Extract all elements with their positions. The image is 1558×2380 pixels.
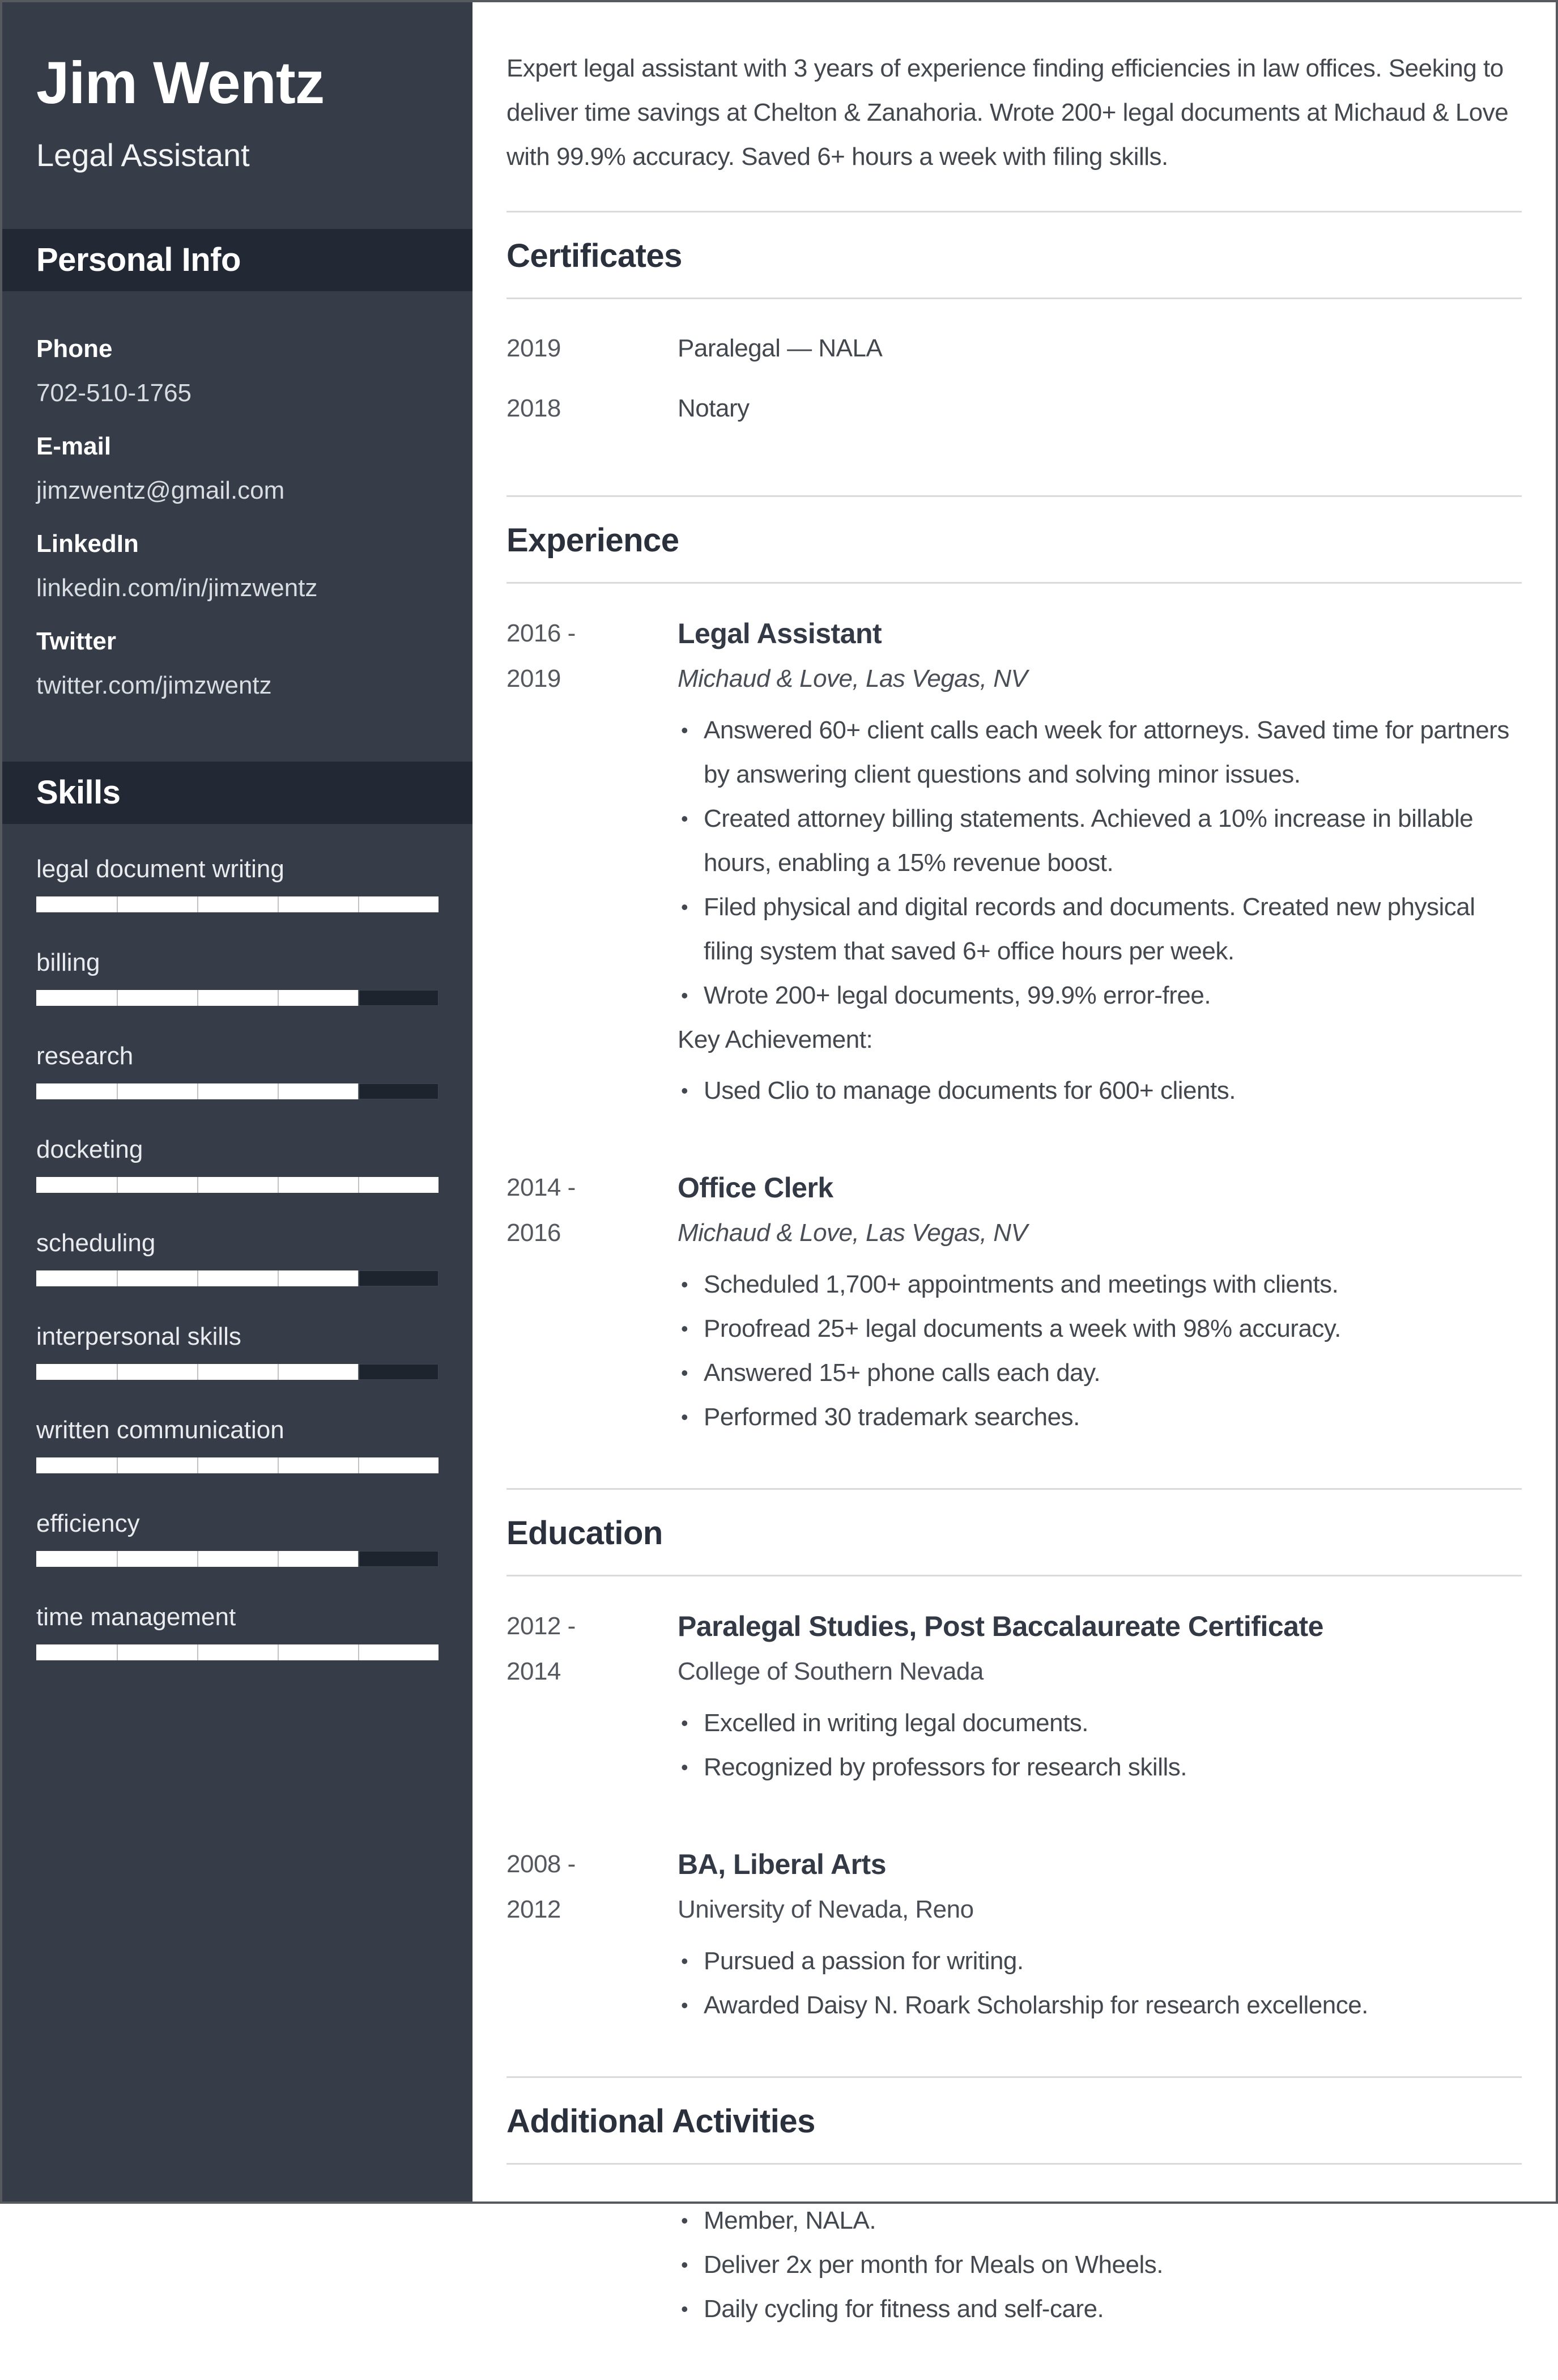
contact-label: Twitter bbox=[36, 627, 116, 655]
certificate-date: 2019 bbox=[506, 334, 561, 362]
contact-item-email bbox=[36, 432, 439, 505]
contact-item-linkedin bbox=[36, 529, 439, 603]
skill-bar-separator bbox=[197, 1644, 198, 1660]
education-dates bbox=[506, 1604, 678, 1790]
experience-entry bbox=[506, 1165, 1522, 1439]
experience-entry bbox=[506, 611, 1522, 1113]
skill-item bbox=[36, 1322, 439, 1380]
job-bullet: • Created attorney billing statements. Achieved a 10% increase in billable hours, enabling a 15% revenue boost. bbox=[678, 797, 1522, 885]
skill-bar-separator bbox=[278, 1364, 279, 1380]
skill-label: legal document writing bbox=[36, 855, 284, 883]
identity-block bbox=[2, 2, 472, 229]
skill-bar-fill bbox=[36, 1177, 439, 1193]
school-name: College of Southern Nevada bbox=[678, 1658, 984, 1685]
certificate-row bbox=[506, 386, 1522, 431]
activity-bullet: • Daily cycling for fitness and self-care. bbox=[678, 2287, 1522, 2331]
job-company: Michaud & Love, Las Vegas, NV bbox=[678, 665, 1028, 692]
job-bullet: • Performed 30 trademark searches. bbox=[678, 1395, 1522, 1439]
education-bullet: • Excelled in writing legal documents. bbox=[678, 1701, 1522, 1745]
contact-item-phone bbox=[36, 334, 439, 408]
skill-bar-fill bbox=[36, 896, 439, 912]
skill-bar bbox=[36, 1364, 439, 1380]
skill-bar-separator bbox=[278, 1457, 279, 1473]
education-details bbox=[678, 1842, 1522, 2028]
skill-item bbox=[36, 948, 439, 1006]
education-bullet: • Recognized by professors for research skills. bbox=[678, 1745, 1522, 1790]
job-bullet: • Proofread 25+ legal documents a week with 98% accuracy. bbox=[678, 1307, 1522, 1351]
skill-bar-separator bbox=[117, 896, 118, 912]
skill-bar bbox=[36, 896, 439, 912]
skill-label: written communication bbox=[36, 1416, 284, 1444]
skill-item bbox=[36, 1135, 439, 1193]
job-bullet: • Answered 60+ client calls each week for attorneys. Saved time for partners by answering client questions and solving minor issues. bbox=[678, 708, 1522, 797]
skill-bar-separator bbox=[278, 1551, 279, 1567]
experience-dates bbox=[506, 611, 678, 1113]
activities-date-spacer bbox=[506, 2192, 678, 2331]
skill-bar-separator bbox=[278, 1644, 279, 1660]
skill-bar-separator bbox=[117, 1364, 118, 1380]
education-bullet-list bbox=[678, 1701, 1522, 1790]
certificate-title: Paralegal — NALA bbox=[678, 334, 883, 362]
skill-bar-separator bbox=[197, 1177, 198, 1193]
certificate-title: Notary bbox=[678, 394, 750, 422]
skill-bar-separator bbox=[117, 1551, 118, 1567]
skill-bar-separator bbox=[358, 1270, 359, 1286]
skill-bar bbox=[36, 1270, 439, 1286]
skill-label: docketing bbox=[36, 1136, 143, 1163]
divider bbox=[506, 2076, 1522, 2078]
contact-label: Phone bbox=[36, 335, 113, 363]
skill-bar bbox=[36, 1083, 439, 1099]
skill-bar bbox=[36, 1644, 439, 1660]
skill-bar bbox=[36, 990, 439, 1006]
section-heading-education: Education bbox=[506, 1515, 663, 1552]
contact-label: E-mail bbox=[36, 432, 112, 460]
divider bbox=[506, 1488, 1522, 1490]
divider bbox=[506, 495, 1522, 497]
skill-item bbox=[36, 1416, 439, 1473]
date-to: 2014 bbox=[506, 1658, 561, 1685]
activity-bullet: • Deliver 2x per month for Meals on Wheels. bbox=[678, 2243, 1522, 2287]
skill-label: scheduling bbox=[36, 1229, 156, 1257]
skill-bar bbox=[36, 1551, 439, 1567]
skill-bar-separator bbox=[358, 1083, 359, 1099]
skill-label: time management bbox=[36, 1603, 236, 1631]
skill-item bbox=[36, 1603, 439, 1660]
date-from: 2008 - bbox=[506, 1850, 576, 1878]
skill-bar-separator bbox=[358, 1457, 359, 1473]
divider bbox=[506, 211, 1522, 212]
skill-bar-separator bbox=[278, 1177, 279, 1193]
activities-bullet-list bbox=[678, 2199, 1522, 2331]
skills-heading: Skills bbox=[2, 762, 472, 824]
skill-bar-separator bbox=[117, 1270, 118, 1286]
skill-label: interpersonal skills bbox=[36, 1323, 241, 1350]
section-heading-certificates: Certificates bbox=[506, 237, 682, 274]
skill-bar-separator bbox=[197, 990, 198, 1006]
job-title: Legal Assistant bbox=[678, 618, 882, 649]
experience-details bbox=[678, 1165, 1522, 1439]
twitter-value: twitter.com/jimzwentz bbox=[36, 672, 272, 699]
section-heading-activities: Additional Activities bbox=[506, 2103, 815, 2140]
skill-bar-separator bbox=[117, 1177, 118, 1193]
skill-label: research bbox=[36, 1042, 134, 1070]
degree-title: BA, Liberal Arts bbox=[678, 1848, 887, 1880]
skill-bar-separator bbox=[117, 1644, 118, 1660]
education-bullet-list bbox=[678, 1939, 1522, 2028]
job-bullet: • Scheduled 1,700+ appointments and meetings with clients. bbox=[678, 1263, 1522, 1307]
job-title: Office Clerk bbox=[678, 1172, 833, 1204]
date-to: 2016 bbox=[506, 1219, 561, 1247]
email-value: jimzwentz@gmail.com bbox=[36, 477, 285, 504]
job-bullet: • Answered 15+ phone calls each day. bbox=[678, 1351, 1522, 1395]
job-bullet-list bbox=[678, 708, 1522, 1018]
main-column bbox=[472, 2, 1556, 2323]
skill-item bbox=[36, 1042, 439, 1099]
contact-label: LinkedIn bbox=[36, 530, 139, 558]
linkedin-value: linkedin.com/in/jimzwentz bbox=[36, 574, 318, 602]
activities-section bbox=[506, 2165, 1522, 2380]
job-bullet: • Filed physical and digital records and documents. Created new physical filing system that saved 6+ office hours per week. bbox=[678, 885, 1522, 974]
skill-label: billing bbox=[36, 949, 100, 976]
education-entry bbox=[506, 1604, 1522, 1790]
summary-paragraph: Expert legal assistant with 3 years of experience finding efficiencies in law offices. Seeking to deliver time savings at Chelton & Zanahoria. Wrote 200+ legal documents at Michaud & Love with 99.9% accuracy. Saved 6+ hours a week with filing skills. bbox=[506, 54, 1509, 171]
date-to: 2019 bbox=[506, 665, 561, 692]
key-achievement-label: Key Achievement: bbox=[678, 1026, 873, 1053]
sidebar bbox=[2, 2, 472, 2202]
skill-bar-fill bbox=[36, 1457, 439, 1473]
key-achievement-list bbox=[678, 1069, 1522, 1113]
skill-bar-separator bbox=[117, 1457, 118, 1473]
skill-bar bbox=[36, 1457, 439, 1473]
skill-bar-separator bbox=[197, 1083, 198, 1099]
skill-bar-separator bbox=[358, 1644, 359, 1660]
degree-title: Paralegal Studies, Post Baccalaureate Certificate bbox=[678, 1610, 1323, 1642]
skill-bar-separator bbox=[117, 990, 118, 1006]
skill-label: efficiency bbox=[36, 1510, 140, 1537]
skill-bar-separator bbox=[358, 990, 359, 1006]
skill-bar-fill bbox=[36, 1644, 439, 1660]
school-name: University of Nevada, Reno bbox=[678, 1896, 974, 1923]
activity-bullet: • Member, NALA. bbox=[678, 2199, 1522, 2243]
activities-details bbox=[678, 2192, 1522, 2331]
contact-item-twitter bbox=[36, 627, 439, 700]
skill-bar bbox=[36, 1177, 439, 1193]
skill-bar-separator bbox=[197, 1364, 198, 1380]
personal-info-heading: Personal Info bbox=[2, 229, 472, 291]
job-company: Michaud & Love, Las Vegas, NV bbox=[678, 1219, 1028, 1247]
job-bullet: • Wrote 200+ legal documents, 99.9% error-free. bbox=[678, 974, 1522, 1018]
skill-bar-separator bbox=[197, 1551, 198, 1567]
experience-section bbox=[506, 584, 1522, 1488]
education-bullet: • Pursued a passion for writing. bbox=[678, 1939, 1522, 1983]
certificate-row bbox=[506, 326, 1522, 371]
skill-bar-separator bbox=[197, 1270, 198, 1286]
education-entry bbox=[506, 1842, 1522, 2028]
skill-bar-separator bbox=[358, 1551, 359, 1567]
date-from: 2012 - bbox=[506, 1612, 576, 1640]
person-name: Jim Wentz bbox=[36, 50, 325, 116]
skills-list bbox=[2, 824, 472, 1719]
experience-dates bbox=[506, 1165, 678, 1439]
key-achievement-bullet: • Used Clio to manage documents for 600+ clients. bbox=[678, 1069, 1522, 1113]
certificate-date: 2018 bbox=[506, 394, 561, 422]
person-title: Legal Assistant bbox=[36, 137, 250, 173]
skill-bar-separator bbox=[278, 990, 279, 1006]
date-from: 2016 - bbox=[506, 619, 576, 647]
education-details bbox=[678, 1604, 1522, 1790]
skill-bar-separator bbox=[117, 1083, 118, 1099]
date-to: 2012 bbox=[506, 1896, 561, 1923]
education-dates bbox=[506, 1842, 678, 2028]
phone-value: 702-510-1765 bbox=[36, 379, 192, 407]
skill-item bbox=[36, 1229, 439, 1286]
skill-bar-separator bbox=[358, 896, 359, 912]
skill-bar-separator bbox=[197, 1457, 198, 1473]
certificates-section bbox=[506, 299, 1522, 495]
activities-row bbox=[506, 2192, 1522, 2331]
experience-details bbox=[678, 611, 1522, 1113]
education-bullet: • Awarded Daisy N. Roark Scholarship for research excellence. bbox=[678, 1983, 1522, 2028]
skill-bar-separator bbox=[197, 896, 198, 912]
date-from: 2014 - bbox=[506, 1174, 576, 1201]
job-bullet-list bbox=[678, 1263, 1522, 1439]
section-heading-experience: Experience bbox=[506, 522, 679, 559]
skill-bar-separator bbox=[278, 1083, 279, 1099]
skill-bar-separator bbox=[278, 896, 279, 912]
skill-bar-separator bbox=[358, 1177, 359, 1193]
contact-list bbox=[2, 291, 472, 762]
skill-item bbox=[36, 1509, 439, 1567]
skill-bar-separator bbox=[278, 1270, 279, 1286]
skill-item bbox=[36, 855, 439, 912]
skill-bar-separator bbox=[358, 1364, 359, 1380]
education-section bbox=[506, 1576, 1522, 2076]
